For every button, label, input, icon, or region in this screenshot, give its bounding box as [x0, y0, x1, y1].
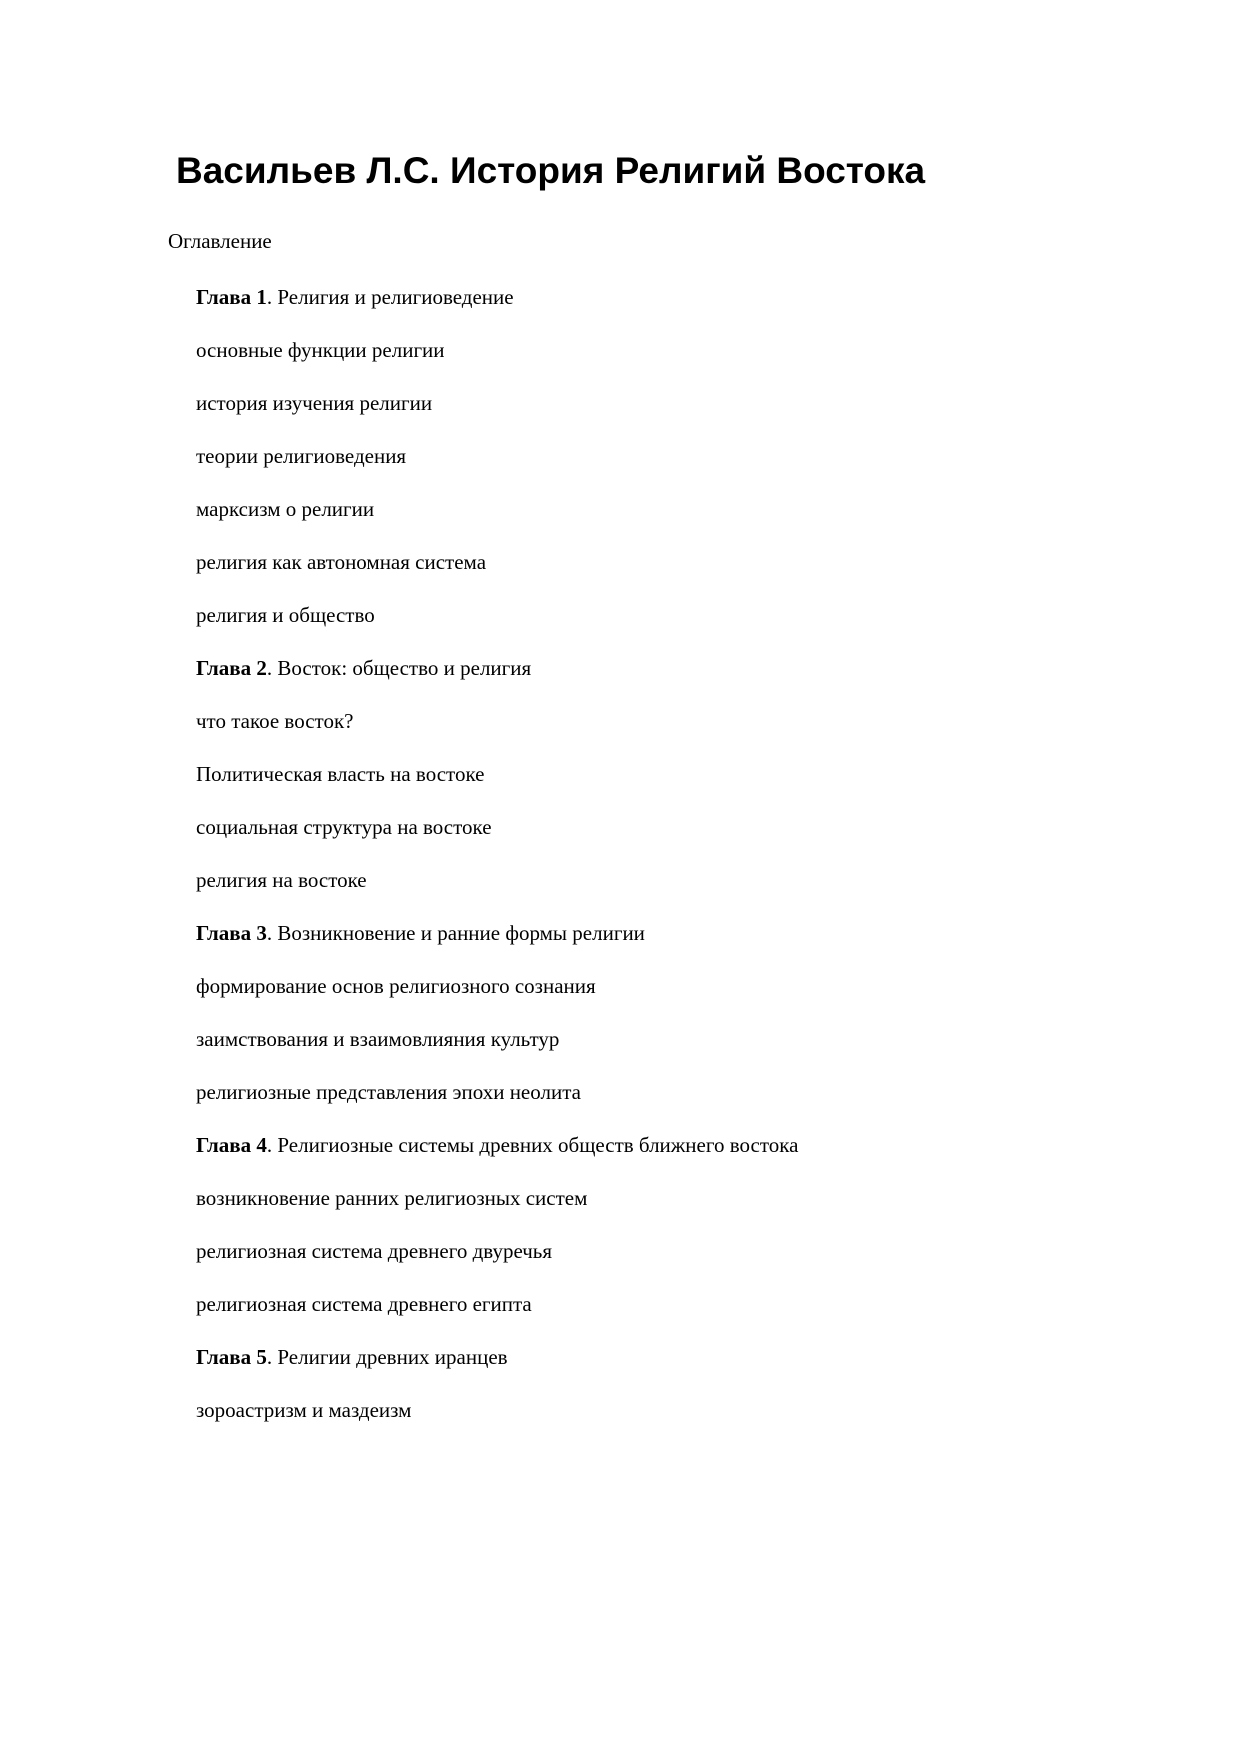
toc-entry	[196, 338, 1141, 362]
entry-text: марксизм о религии	[196, 496, 375, 521]
toc-entry	[196, 444, 1141, 468]
chapter-label: Глава 3	[196, 920, 267, 945]
toc-entry	[196, 762, 1141, 786]
entry-text: заимствования и взаимовлияния культур	[196, 1026, 560, 1051]
toc-entry	[196, 1080, 1141, 1104]
entry-text: социальная структура на востоке	[196, 814, 492, 839]
entry-text: . Восток: общество и религия	[266, 655, 532, 680]
toc-heading: Оглавление	[168, 228, 272, 253]
chapter-label: Глава 5	[196, 1344, 267, 1369]
entry-text: религия на востоке	[196, 867, 367, 892]
toc-entry	[196, 1398, 1141, 1422]
entry-text: . Религии древних иранцев	[266, 1344, 508, 1369]
entry-text: основные функции религии	[196, 337, 445, 362]
entry-text: . Религия и религиоведение	[266, 284, 514, 309]
entry-text: религиозная система древнего двуречья	[196, 1238, 553, 1263]
toc-chapter-entry	[196, 921, 1141, 945]
toc-entry	[196, 391, 1141, 415]
entry-text: возникновение ранних религиозных систем	[196, 1185, 588, 1210]
entry-text: религиозные представления эпохи неолита	[196, 1079, 581, 1104]
toc-entry	[196, 497, 1141, 521]
entry-text: Политическая власть на востоке	[196, 761, 485, 786]
entry-text: что такое восток?	[196, 708, 354, 733]
toc-entry	[196, 1027, 1141, 1051]
chapter-label: Глава 1	[196, 284, 267, 309]
toc-entry	[196, 815, 1141, 839]
toc-chapter-entry	[196, 285, 1141, 309]
toc-entry	[196, 603, 1141, 627]
chapter-label: Глава 4	[196, 1132, 267, 1157]
entry-text: история изучения религии	[196, 390, 433, 415]
toc-chapter-entry	[196, 656, 1141, 680]
toc-list	[168, 285, 1141, 1422]
toc-chapter-entry	[196, 1133, 1141, 1157]
entry-text: . Возникновение и ранние формы религии	[266, 920, 645, 945]
toc-entry	[196, 974, 1141, 998]
page-title: Васильев Л.С. История Религий Востока	[176, 150, 926, 191]
toc-entry	[196, 709, 1141, 733]
entry-text: религиозная система древнего египта	[196, 1291, 532, 1316]
toc-entry	[196, 1239, 1141, 1263]
entry-text: религия как автономная система	[196, 549, 487, 574]
toc-entry	[196, 1292, 1141, 1316]
toc-entry	[196, 550, 1141, 574]
toc-entry	[196, 1186, 1141, 1210]
toc-chapter-entry	[196, 1345, 1141, 1369]
toc-entry	[196, 868, 1141, 892]
chapter-label: Глава 2	[196, 655, 267, 680]
entry-text: зороастризм и маздеизм	[196, 1397, 412, 1422]
entry-text: теории религиоведения	[196, 443, 407, 468]
entry-text: . Религиозные системы древних обществ ближнего востока	[266, 1132, 799, 1157]
entry-text: формирование основ религиозного сознания	[196, 973, 596, 998]
entry-text: религия и общество	[196, 602, 375, 627]
